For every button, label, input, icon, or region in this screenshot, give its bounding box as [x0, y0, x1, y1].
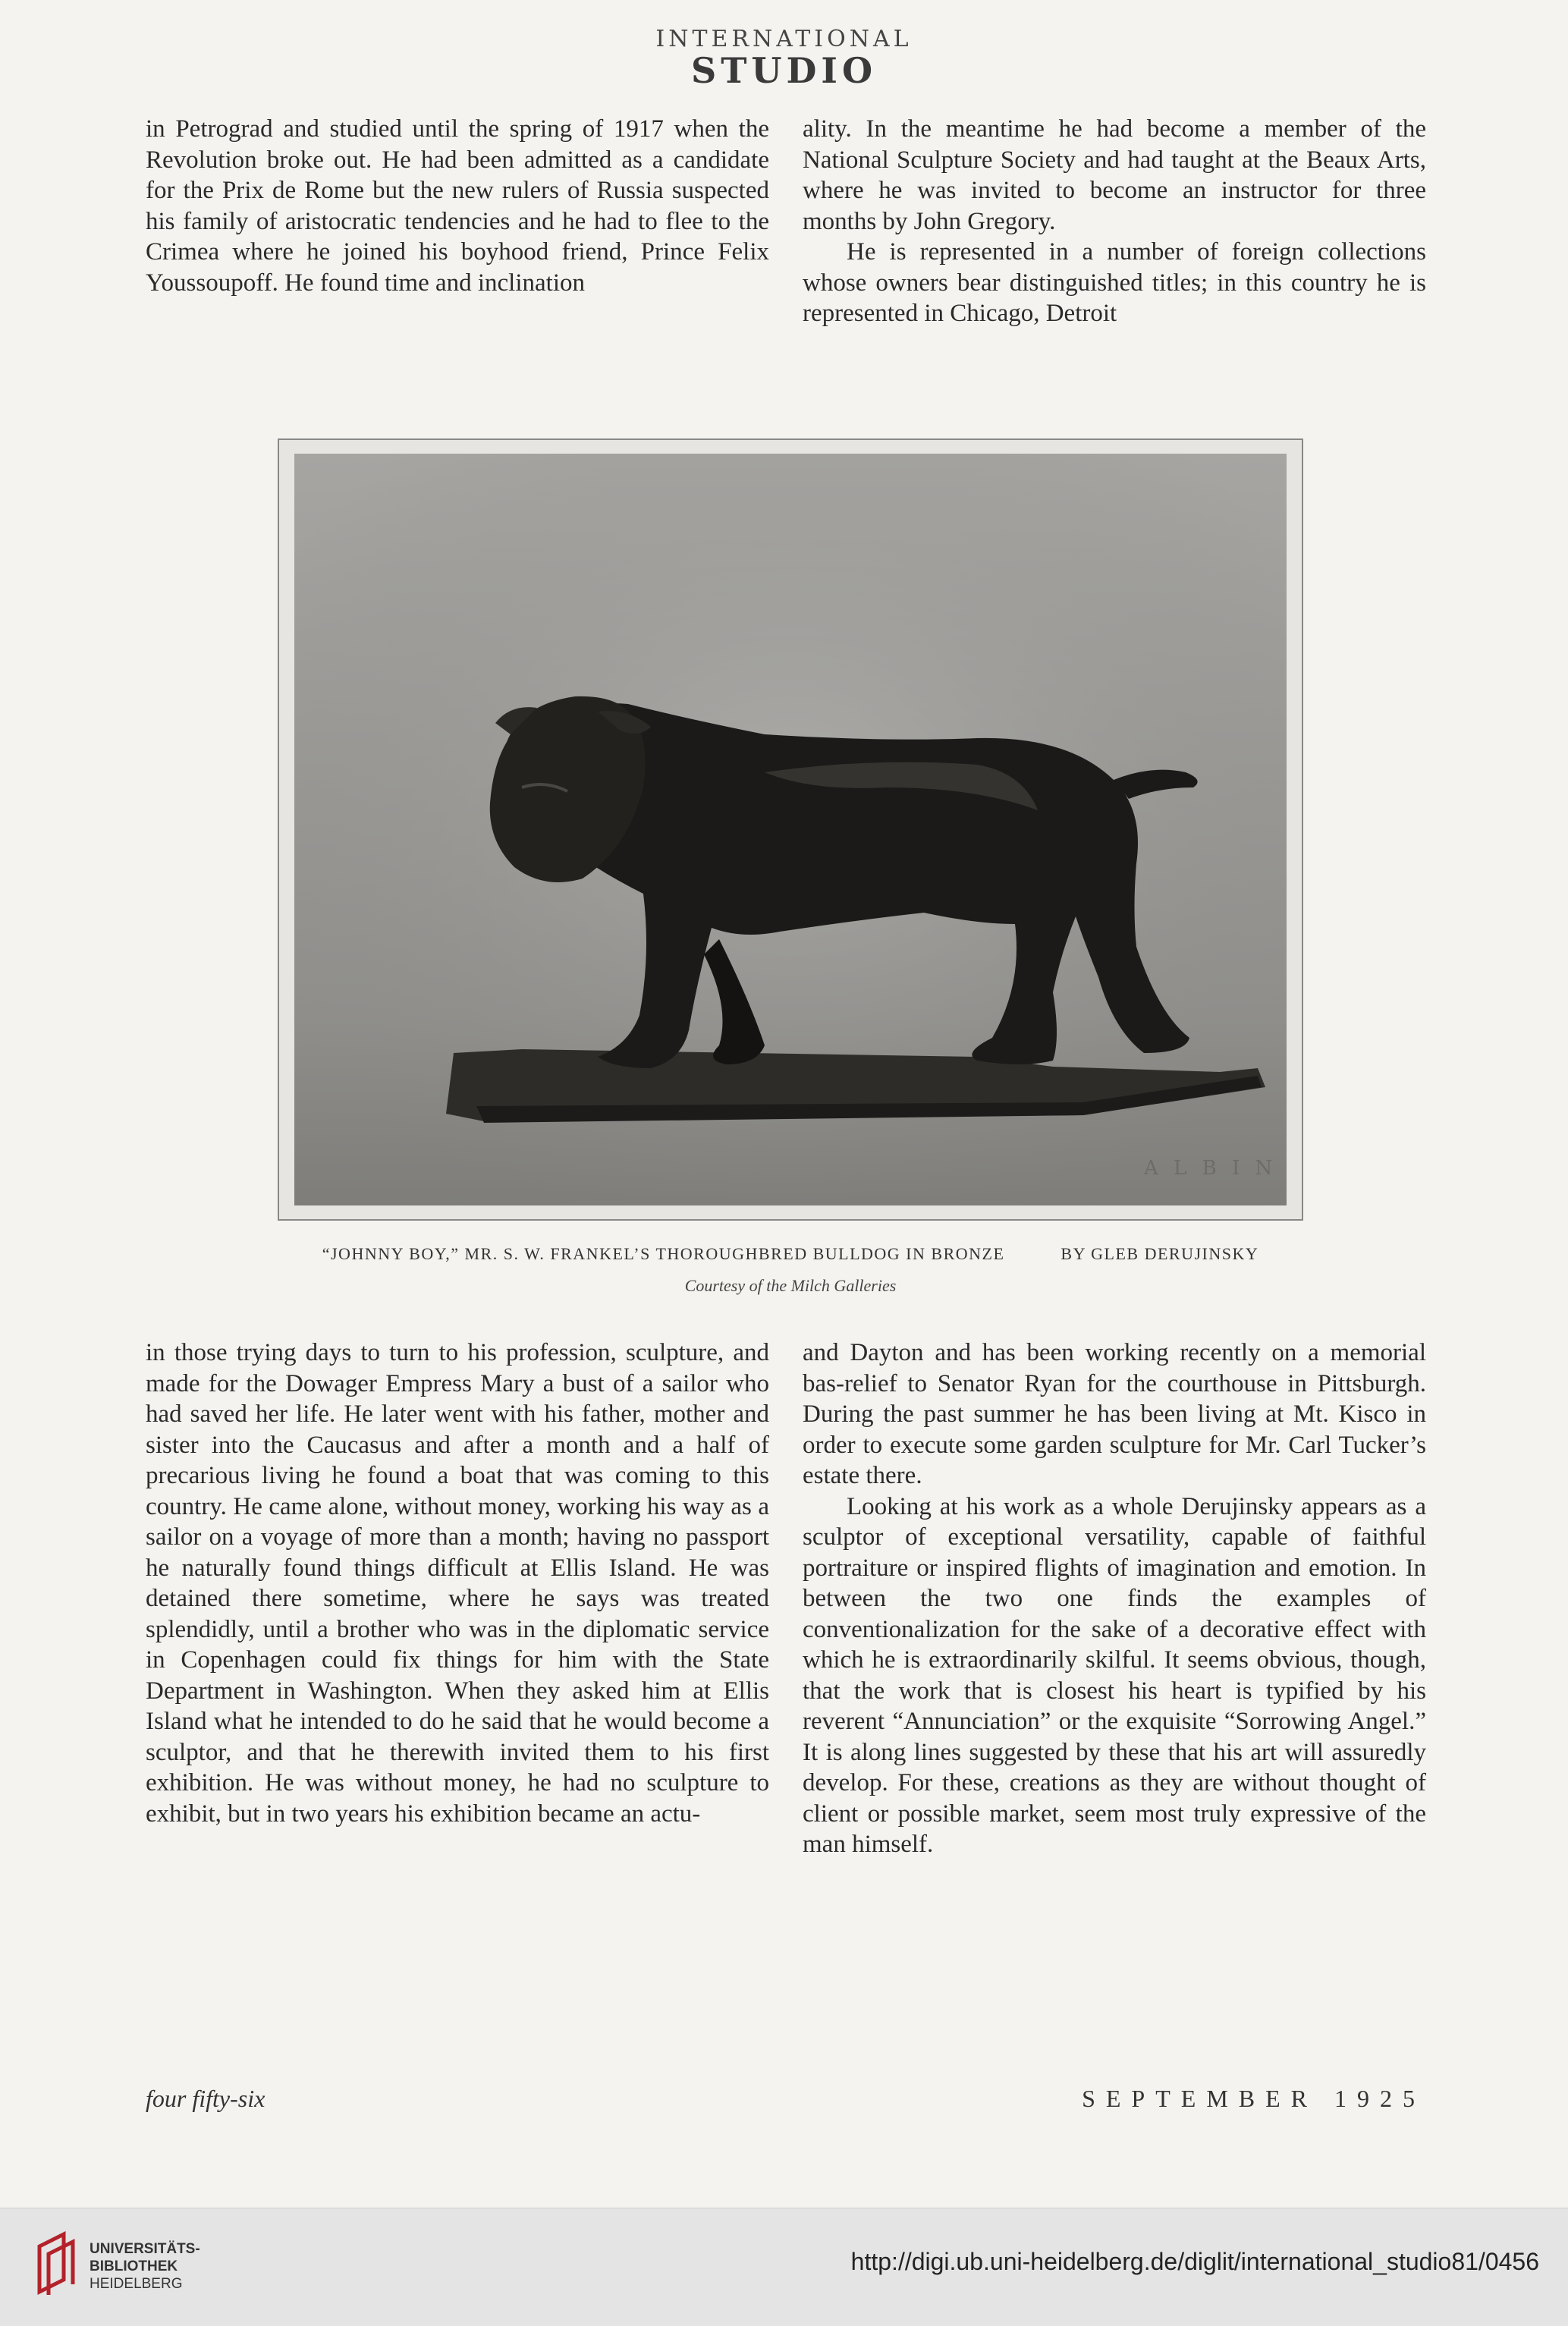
text-column-left-bottom	[146, 1337, 769, 1829]
library-footer	[0, 2208, 1568, 2326]
text-column-left-top	[146, 114, 769, 298]
photo-frame	[278, 438, 1303, 1221]
masthead-studio: STUDIO	[690, 50, 878, 91]
masthead-international: INTERNATIONAL	[655, 26, 913, 52]
paragraph: ality. In the meantime he had become a member of the National Sculpture Society and had taught at the Beaux Arts, where he was invited to become an instructor for three months by John Gregory.	[803, 115, 1426, 235]
library-name: UNIVERSITÄTS- BIBLIOTHEK HEIDELBERG	[90, 2241, 200, 2292]
photo-caption	[278, 1244, 1303, 1264]
university-library-logo-icon	[33, 2231, 79, 2296]
text-column-right-bottom	[803, 1337, 1426, 1860]
page-number: four fifty-six	[146, 2085, 266, 2112]
paragraph: in those trying days to turn to his profession, sculpture, and made for the Dowager Empress Mary a bust of a sailor who had saved her life. He later went with his father, mother and sister into the Caucasus and after a month and a half of precarious living he found a boat that was coming to this country. He came alone, without money, working his way as a sailor on a voyage of more than a month; having no passport he naturally found things difficult at Ellis Island. He was detained there sometime, where he says was treated splendidly, until a brother who was in the diplomatic service in Copenhagen could fix things for him with the State Department in Washington. When they asked him at Ellis Island what he intended to do he said that he would become a sculptor, and that he therewith invited them to his first exhibition. He was without money, he had no sculpture to exhibit, but in two years his exhibition became an actu-	[146, 1339, 769, 1828]
issue-date: SEPTEMBER 1925	[1082, 2085, 1425, 2112]
paragraph: Looking at his work as a whole Derujinsky appears as a sculptor of exceptional versatility, capable of faithful portraiture or inspired flights of imagination and emotion. In between the two one finds the examples of conventionalization for the sake of a decorative effect with which he is extraordinarily skilful. It seems obvious, though, that the work that is closest his heart is typified by his reverent “Annunciation” or the exquisite “Sorrowing Angel.” It is along lines suggested by these that his art will assuredly develop. For these, creations as they are without thought of client or possible market, seem most truly expressive of the man himself.	[803, 1492, 1426, 1858]
paragraph: in Petrograd and studied until the spring of 1917 when the Revolution broke out. He had been admitted as a candidate for the Prix de Rome but the new rulers of Russia suspected his family of aristocratic tendencies and he had to flee to the Crimea where he joined his boyhood friend, Prince Felix Youssoupoff. He found time and inclination	[146, 115, 769, 297]
paragraph: He is represented in a number of foreign collections whose owners bear distinguished titles; in this country he is represented in Chicago, Detroit	[803, 238, 1426, 327]
sculptor-signature: A L B I N	[1144, 1157, 1277, 1180]
bulldog-sculpture-photo	[294, 454, 1287, 1205]
caption-title: “JOHNNY BOY,” MR. S. W. FRANKEL’S THOROUGHBRED BULLDOG IN BRONZE	[322, 1244, 1005, 1263]
paragraph: and Dayton and has been working recently on a memorial bas-relief to Senator Ryan for the courthouse in Pittsburgh. During the past summer he has been living at Mt. Kisco in order to execute some garden sculpture for Mr. Carl Tucker’s estate there.	[803, 1339, 1426, 1489]
source-url-link[interactable]: http://digi.ub.uni-heidelberg.de/diglit/international_studio81/0456	[850, 2248, 1539, 2275]
text-column-right-top	[803, 114, 1426, 329]
caption-artist: BY GLEB DERUJINSKY	[1061, 1244, 1259, 1263]
bulldog-sculpture-image	[294, 454, 1287, 1205]
photo-credit: Courtesy of the Milch Galleries	[684, 1276, 897, 1295]
